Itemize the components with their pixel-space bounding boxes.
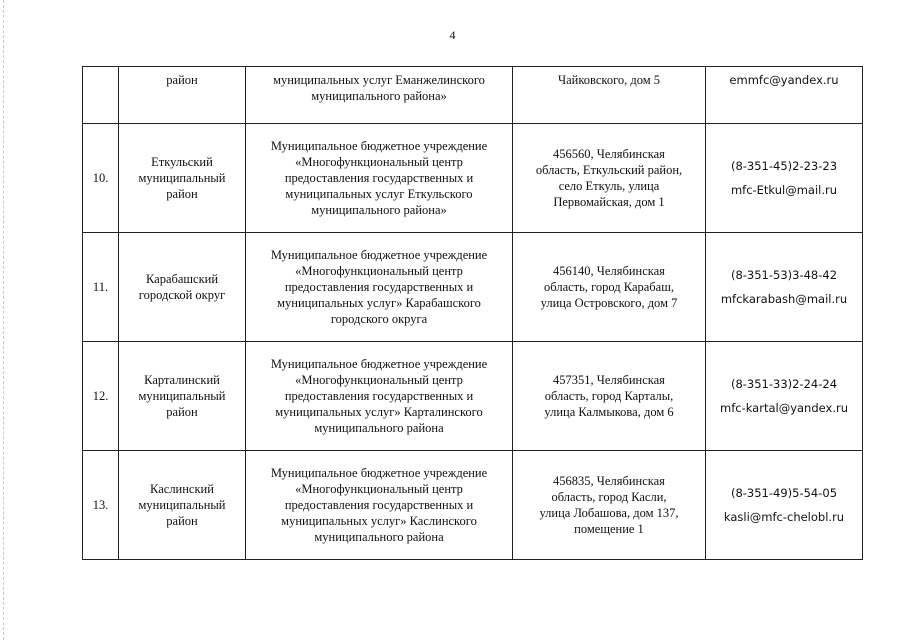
phone-number: (8-351-53)3-48-42 xyxy=(730,268,838,282)
address-cell xyxy=(513,124,706,233)
address-line: область, город Касли, xyxy=(551,490,667,504)
org-line: муниципальных услуг» Карталинского xyxy=(275,405,483,419)
page-left-edge xyxy=(3,0,5,640)
address-line: улица Калмыкова, дом 6 xyxy=(544,405,674,419)
org-line: муниципального района» xyxy=(311,203,447,217)
municipality-line: район xyxy=(166,514,198,528)
org-line: муниципальных услуг Еткульского xyxy=(285,187,473,201)
mfc-table xyxy=(82,66,863,560)
municipality-line: район xyxy=(166,187,198,201)
address-line: 456560, Челябинская xyxy=(553,147,665,161)
municipality-line: Каслинский xyxy=(150,482,214,496)
address-line: Чайковского, дом 5 xyxy=(557,73,661,87)
row-number: 11. xyxy=(92,280,109,294)
row-number: 12. xyxy=(92,389,109,403)
email-address: mfc-kartal@yandex.ru xyxy=(720,401,848,415)
address-cell xyxy=(513,451,706,560)
contact-cell xyxy=(706,124,863,233)
org-line: муниципальных услуг Еманжелинского xyxy=(273,73,485,87)
address-line: Первомайская, дом 1 xyxy=(553,195,665,209)
address-line: 457351, Челябинская xyxy=(553,373,665,387)
table-row xyxy=(83,124,863,233)
organization-cell xyxy=(246,451,513,560)
municipality-cell xyxy=(119,233,246,342)
org-line: Муниципальное бюджетное учреждение xyxy=(270,466,488,480)
org-line: муниципального района» xyxy=(311,89,447,103)
municipality-line: район xyxy=(166,73,198,87)
org-line: предоставления государственных и xyxy=(284,280,474,294)
org-line: «Многофункциональный центр xyxy=(295,373,463,387)
org-line: муниципальных услуг» Карабашского xyxy=(277,296,481,310)
row-number: 10. xyxy=(92,171,109,185)
municipality-line: городской округ xyxy=(138,288,226,302)
address-cell xyxy=(513,233,706,342)
address-line: область, город Карталы, xyxy=(544,389,674,403)
contact-cell xyxy=(706,342,863,451)
row-number-cell xyxy=(83,451,119,560)
address-cell xyxy=(513,342,706,451)
org-line: «Многофункциональный центр xyxy=(295,155,463,169)
org-line: городского округа xyxy=(330,312,428,326)
org-line: муниципальных услуг» Каслинского xyxy=(281,514,477,528)
org-line: предоставления государственных и xyxy=(284,389,474,403)
contact-cell xyxy=(706,67,863,124)
phone-number: (8-351-49)5-54-05 xyxy=(730,486,838,500)
table-row xyxy=(83,451,863,560)
address-line: 456140, Челябинская xyxy=(553,264,665,278)
municipality-cell xyxy=(119,451,246,560)
municipality-line: муниципальный xyxy=(138,171,226,185)
org-line: предоставления государственных и xyxy=(284,171,474,185)
table-row xyxy=(83,67,863,124)
municipality-line: район xyxy=(166,405,198,419)
page-number: 4 xyxy=(449,28,456,42)
municipality-line: Карталинский xyxy=(144,373,220,387)
municipality-line: Карабашский xyxy=(145,272,219,286)
org-line: предоставления государственных и xyxy=(284,498,474,512)
municipality-line: муниципальный xyxy=(138,389,226,403)
row-number-cell xyxy=(83,67,119,124)
address-line: область, город Карабаш, xyxy=(544,280,674,294)
org-line: «Многофункциональный центр xyxy=(295,482,463,496)
org-line: муниципального района xyxy=(314,530,444,544)
municipality-line: Еткульский xyxy=(151,155,213,169)
address-cell xyxy=(513,67,706,124)
email-address: kasli@mfc-chelobl.ru xyxy=(723,510,845,524)
organization-cell xyxy=(246,67,513,124)
organization-cell xyxy=(246,233,513,342)
municipality-cell xyxy=(119,342,246,451)
contact-cell xyxy=(706,233,863,342)
phone-number: (8-351-45)2-23-23 xyxy=(730,159,838,173)
row-number-cell xyxy=(83,233,119,342)
municipality-cell xyxy=(119,67,246,124)
org-line: муниципального района xyxy=(314,421,444,435)
contact-cell xyxy=(706,451,863,560)
email-address: mfckarabash@mail.ru xyxy=(720,292,848,306)
org-line: Муниципальное бюджетное учреждение xyxy=(270,139,488,153)
org-line: «Многофункциональный центр xyxy=(295,264,463,278)
table-row xyxy=(83,233,863,342)
org-line: Муниципальное бюджетное учреждение xyxy=(270,248,488,262)
row-number-cell xyxy=(83,342,119,451)
organization-cell xyxy=(246,342,513,451)
address-line: помещение 1 xyxy=(574,522,644,536)
org-line: Муниципальное бюджетное учреждение xyxy=(270,357,488,371)
address-line: село Еткуль, улица xyxy=(558,179,660,193)
organization-cell xyxy=(246,124,513,233)
municipality-cell xyxy=(119,124,246,233)
phone-number: (8-351-33)2-24-24 xyxy=(730,377,838,391)
email-address: mfc-Etkul@mail.ru xyxy=(730,183,838,197)
table-row xyxy=(83,342,863,451)
address-line: улица Островского, дом 7 xyxy=(540,296,678,310)
table-body xyxy=(83,67,863,560)
row-number-cell xyxy=(83,124,119,233)
address-line: улица Лобашова, дом 137, xyxy=(539,506,679,520)
municipality-line: муниципальный xyxy=(138,498,226,512)
address-line: 456835, Челябинская xyxy=(553,474,665,488)
row-number: 13. xyxy=(92,498,109,512)
address-line: область, Еткульский район, xyxy=(535,163,683,177)
email-address: emmfc@yandex.ru xyxy=(729,73,839,87)
